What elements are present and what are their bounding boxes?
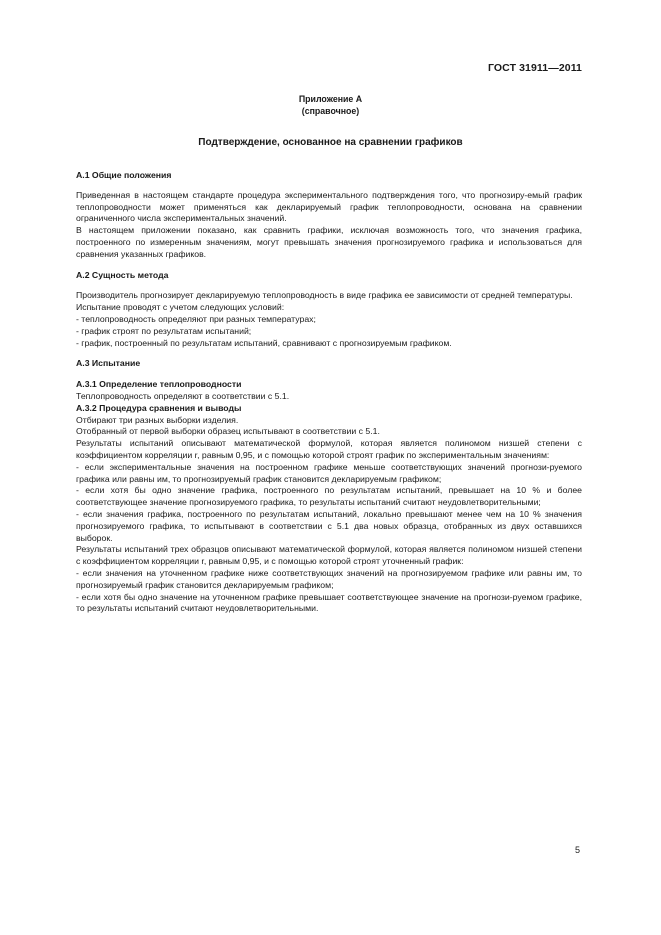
paragraph [76,190,582,225]
paragraph: Отобранный от первой выборки образец испытывают в соответствии с 5.1. [76,426,380,437]
section-heading-a3: А.3 Испытание [76,358,141,369]
list-item: - если значения на уточненном графике ниже соответствующих значений на прогнозируемом графике или равны им, то прогнозируемый график становится декларируемым графиком; [76,567,582,590]
paragraph-text: Приведенная в настоящем стандарте процедура экспериментального подтверждения того, что прогнозиру-емый график теплопроводности может применяться как декларируемый график теплопроводности, основана на сравнении ограниченного числа экспериментальных значений. [76,189,582,224]
list-item: - если значения графика, построенного по результатам испытаний, локально превышают менее чем на 10 % значения прогнозируемого графика, то испытывают в соответствии с 5.1 два новых образца, отобранных из двух оставшихся выборок. [76,508,582,543]
subsection-heading: А.3.2 Процедура сравнения и выводы [76,402,242,413]
list-item: - график строят по результатам испытаний; [76,325,252,336]
list-item: - если хотя бы одно значение графика, построенного по результатам испытаний, превышает на 10 % и более соответствующее значение прогнозируемого графика, то результаты испытаний считают неудовлетворительными; [76,485,582,508]
document-number: ГОСТ 31911—2011 [487,62,582,74]
appendix-label: Приложение А [298,94,363,104]
paragraph [76,225,582,260]
page-number: 5 [574,845,580,855]
list-item: - если экспериментальные значения на построенном графике меньше соответствующих значений прогнози-руемого графика или равны им, то прогнозируемый график становится декларируемым графиком; [76,461,582,484]
appendix-heading [0,93,661,117]
list-item: - если хотя бы одно значение на уточненном графике превышает соответствующее значение на прогнози-руемом графике, то результаты испытаний считают неудовлетворительными. [76,591,582,614]
paragraph: Результаты испытаний описывают математической формулой, которая является полиномом низшей степени с коэффициентом корреляции r, равным 0,95, и с помощью которой строят график по экспериментальным значениям: [76,438,582,460]
paragraph [76,302,582,314]
section-heading-a1: А.1 Общие положения [76,170,172,180]
paragraph-text: В настоящем приложении показано, как сравнить графики, исключая возможность того, что значения графика, построенного по измеренным значениям, могут превышать значения прогнозируемого графика и использоваться для сравнения указанных графиков. [76,225,582,259]
subsection-heading: А.3.1 Определение теплопроводности [76,379,242,390]
list-item: - график, построенный по результатам испытаний, сравнивают с прогнозируемым графиком. [76,337,452,348]
list-item: - теплопроводность определяют при разных температурах; [76,313,316,324]
paragraph: Отбирают три разных выборки изделия. [76,414,239,425]
paragraph: Результаты испытаний трех образцов описывают математической формулой, которая является полиномом низшей степени с коэффициентом корреляции r, равным 0,95, и с помощью которой строят уточненный график: [76,544,582,567]
paragraph [76,290,582,302]
paragraph-text: Испытание проводят с учетом следующих условий: [76,302,285,313]
document-body [76,170,582,615]
section-heading-a2: А.2 Сущность метода [76,269,169,280]
appendix-type: (справочное) [301,106,360,116]
paragraph: Теплопроводность определяют в соответствии с 5.1. [76,390,290,401]
paragraph-text: Производитель прогнозирует декларируемую теплопроводность в виде графика ее зависимости от средней температуры. [76,290,573,301]
appendix-title: Подтверждение, основанное на сравнении графиков [198,137,463,148]
